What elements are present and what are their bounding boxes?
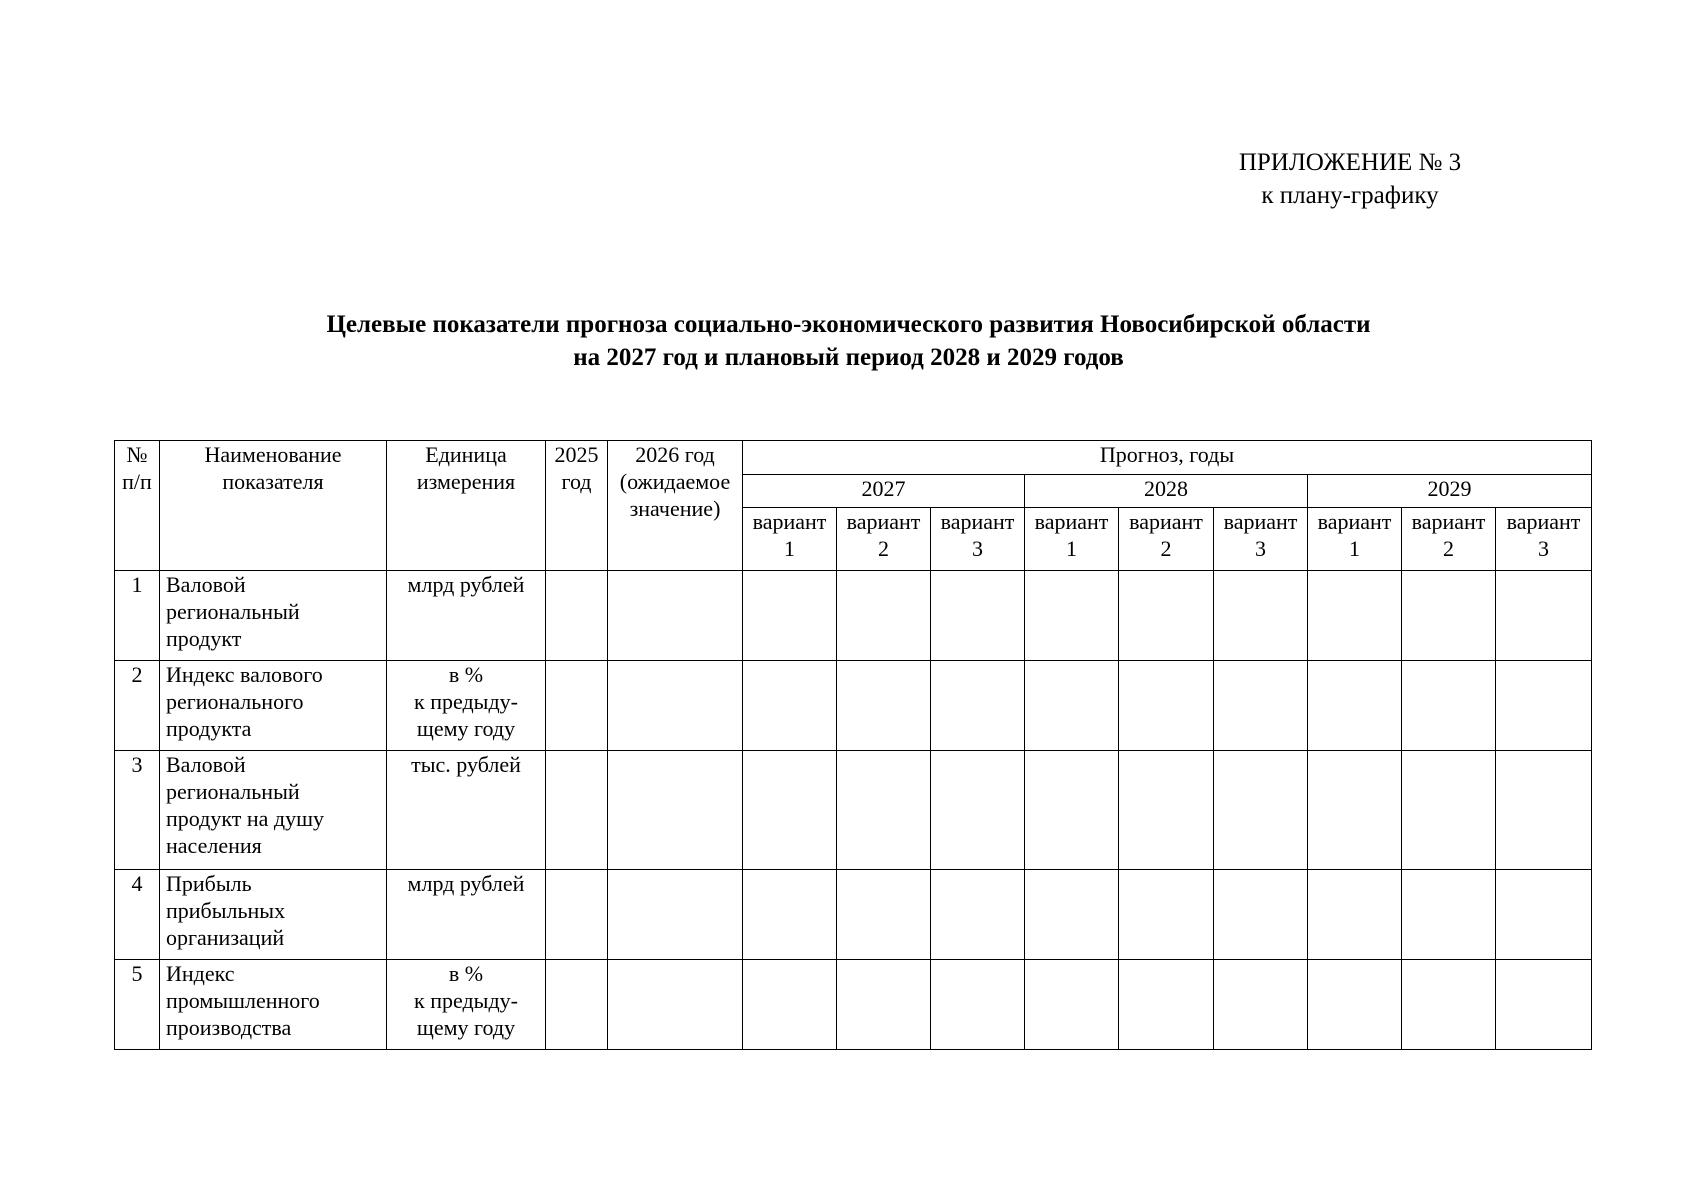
value-cell	[1402, 571, 1496, 661]
header-variant-2027-2: вариант 2	[837, 508, 931, 571]
value-cell	[1214, 870, 1308, 960]
value-cell	[1496, 571, 1592, 661]
value-cell	[1119, 960, 1214, 1050]
header-year-2028: 2028	[1025, 475, 1308, 508]
value-cell	[1214, 960, 1308, 1050]
header-forecast: Прогноз, годы	[743, 441, 1592, 475]
indicator-unit: млрд рублей	[387, 870, 546, 960]
table-row	[115, 960, 1592, 1050]
value-cell	[1308, 870, 1402, 960]
value-cell	[608, 571, 743, 661]
document-title	[100, 308, 1597, 374]
indicator-name: Валовой региональный продукт на душу населения	[160, 751, 387, 870]
value-cell	[837, 751, 931, 870]
value-cell	[743, 661, 837, 751]
row-number: 2	[115, 661, 160, 751]
indicators-table	[114, 440, 1592, 1050]
value-cell	[1308, 661, 1402, 751]
header-year-2027: 2027	[743, 475, 1025, 508]
value-cell	[546, 571, 608, 661]
value-cell	[743, 960, 837, 1050]
value-cell	[1308, 960, 1402, 1050]
value-cell	[546, 751, 608, 870]
value-cell	[931, 960, 1025, 1050]
value-cell	[1025, 751, 1119, 870]
table-row	[115, 571, 1592, 661]
value-cell	[546, 960, 608, 1050]
table-row	[115, 751, 1592, 870]
header-variant-2029-1: вариант 1	[1308, 508, 1402, 571]
indicator-unit: в % к предыду- щему году	[387, 960, 546, 1050]
header-2026: 2026 год (ожидаемое значение)	[608, 441, 743, 571]
value-cell	[1308, 751, 1402, 870]
value-cell	[743, 751, 837, 870]
header-variant-2029-3: вариант 3	[1496, 508, 1592, 571]
value-cell	[1025, 571, 1119, 661]
table-row	[115, 661, 1592, 751]
value-cell	[931, 751, 1025, 870]
value-cell	[1496, 751, 1592, 870]
value-cell	[1496, 870, 1592, 960]
title-line-1: Целевые показатели прогноза социально-экономического развития Новосибирской области	[326, 311, 1371, 338]
indicator-name: Прибыль прибыльных организаций	[160, 870, 387, 960]
value-cell	[608, 870, 743, 960]
row-number: 4	[115, 870, 160, 960]
header-variant-2029-2: вариант 2	[1402, 508, 1496, 571]
indicator-unit: млрд рублей	[387, 571, 546, 661]
value-cell	[1025, 960, 1119, 1050]
value-cell	[837, 870, 931, 960]
table-header	[115, 441, 1592, 571]
header-variant-2027-3: вариант 3	[931, 508, 1025, 571]
indicator-name: Индекс валового регионального продукта	[160, 661, 387, 751]
row-number: 5	[115, 960, 160, 1050]
value-cell	[837, 571, 931, 661]
table-body	[115, 571, 1592, 1050]
row-number: 3	[115, 751, 160, 870]
value-cell	[1214, 661, 1308, 751]
value-cell	[1119, 661, 1214, 751]
value-cell	[1025, 661, 1119, 751]
value-cell	[1496, 661, 1592, 751]
value-cell	[608, 661, 743, 751]
value-cell	[743, 571, 837, 661]
indicator-unit: в % к предыду- щему году	[387, 661, 546, 751]
header-variant-2028-1: вариант 1	[1025, 508, 1119, 571]
value-cell	[1119, 751, 1214, 870]
value-cell	[546, 661, 608, 751]
header-variant-2028-3: вариант 3	[1214, 508, 1308, 571]
value-cell	[1402, 751, 1496, 870]
value-cell	[1119, 870, 1214, 960]
header-variant-2027-1: вариант 1	[743, 508, 837, 571]
value-cell	[1496, 960, 1592, 1050]
header-unit: Единица измерения	[387, 441, 546, 571]
value-cell	[1214, 751, 1308, 870]
value-cell	[1402, 661, 1496, 751]
appendix-label	[1200, 146, 1500, 212]
header-variant-2028-2: вариант 2	[1119, 508, 1214, 571]
value-cell	[1025, 870, 1119, 960]
value-cell	[837, 661, 931, 751]
value-cell	[608, 751, 743, 870]
indicator-name: Валовой региональный продукт	[160, 571, 387, 661]
indicator-unit: тыс. рублей	[387, 751, 546, 870]
value-cell	[743, 870, 837, 960]
header-num: № п/п	[115, 441, 160, 571]
table-row	[115, 870, 1592, 960]
value-cell	[1119, 571, 1214, 661]
appendix-number: ПРИЛОЖЕНИЕ № 3	[1238, 149, 1462, 176]
value-cell	[1402, 960, 1496, 1050]
header-2025: 2025 год	[546, 441, 608, 571]
appendix-reference: к плану-графику	[1261, 182, 1439, 209]
header-name: Наименование показателя	[160, 441, 387, 571]
value-cell	[1308, 571, 1402, 661]
value-cell	[1214, 571, 1308, 661]
indicator-name: Индекс промышленного производства	[160, 960, 387, 1050]
value-cell	[837, 960, 931, 1050]
value-cell	[931, 661, 1025, 751]
value-cell	[931, 571, 1025, 661]
value-cell	[608, 960, 743, 1050]
header-year-2029: 2029	[1308, 475, 1592, 508]
title-line-2: на 2027 год и плановый период 2028 и 2029 годов	[573, 344, 1124, 371]
value-cell	[1402, 870, 1496, 960]
value-cell	[931, 870, 1025, 960]
value-cell	[546, 870, 608, 960]
row-number: 1	[115, 571, 160, 661]
